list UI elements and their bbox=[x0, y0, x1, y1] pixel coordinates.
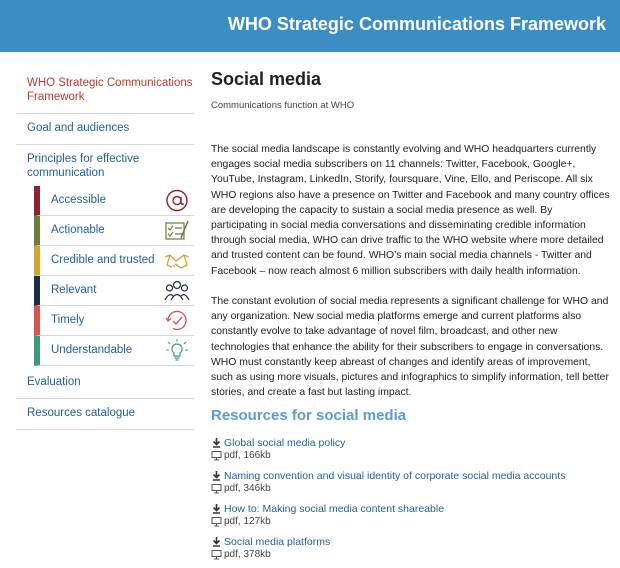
main-content bbox=[211, 68, 611, 560]
list-item bbox=[211, 469, 611, 494]
resource-link[interactable]: Global social media policy bbox=[224, 436, 346, 449]
handshake-icon bbox=[164, 248, 190, 273]
sidebar-item-goal-and-audiences[interactable]: Goal and audiences bbox=[16, 114, 194, 145]
resources-list bbox=[211, 436, 611, 568]
sidebar-item-label: Relevant bbox=[51, 284, 97, 296]
page-title: Social media bbox=[211, 69, 322, 89]
people-group-icon bbox=[164, 278, 190, 303]
sidebar-item-label: Credible and trusted bbox=[51, 254, 155, 266]
checklist-icon bbox=[164, 218, 190, 243]
body-paragraph: The constant evolution of social media represents a significant challenge for WHO and any organization. New social media platforms emerge and current platforms also constantly evolve to take advantage of novel film, broadcast, and other new technologies that enhance the ability for their subscribers to engage in conversations. WHO must constantly keep abreast of changes and identify areas of improvement, such as using more visuals, pictures and infographics to simplify information, tell better stories, and create a fast but lasting impact. bbox=[211, 296, 609, 399]
sidebar-item-evaluation[interactable]: Evaluation bbox=[16, 366, 194, 399]
page-subtitle: Communications function at WHO bbox=[211, 100, 355, 111]
at-sign-icon bbox=[164, 188, 190, 213]
sidebar-item-label: Understandable bbox=[51, 344, 133, 356]
sidebar-item-label: Timely bbox=[51, 314, 85, 326]
monitor-icon bbox=[211, 483, 222, 494]
file-info: pdf, 346kb bbox=[224, 482, 271, 494]
monitor-icon bbox=[211, 516, 222, 527]
resource-link[interactable]: Naming convention and visual identity of corporate social media accounts bbox=[224, 469, 566, 482]
sidebar-item-framework[interactable]: WHO Strategic Communications Framework bbox=[16, 70, 194, 114]
list-item bbox=[211, 436, 611, 461]
clock-check-icon bbox=[164, 308, 190, 333]
sidebar-item-label: Accessible bbox=[51, 194, 106, 206]
sidebar-nav bbox=[16, 70, 194, 430]
resources-heading: Resources for social media bbox=[211, 407, 407, 424]
download-arrow-icon bbox=[211, 470, 222, 481]
resource-link[interactable]: How to: Making social media content shareable bbox=[224, 502, 445, 515]
list-item bbox=[211, 535, 611, 560]
sidebar-item-relevant[interactable] bbox=[34, 276, 194, 306]
lightbulb-icon bbox=[164, 338, 190, 363]
sidebar-item-accessible[interactable] bbox=[34, 186, 194, 216]
sidebar-item-timely[interactable] bbox=[34, 306, 194, 336]
file-info: pdf, 127kb bbox=[224, 515, 271, 527]
sidebar-item-principles[interactable]: Principles for effective communication bbox=[27, 153, 140, 179]
file-info: pdf, 166kb bbox=[224, 449, 271, 461]
site-title: WHO Strategic Communications Framework bbox=[227, 14, 606, 34]
sidebar-item-label: Actionable bbox=[51, 224, 105, 236]
monitor-icon bbox=[211, 450, 222, 461]
sidebar-item-credible-and-trusted[interactable] bbox=[34, 246, 194, 276]
sidebar-item-actionable[interactable] bbox=[34, 216, 194, 246]
resource-link[interactable]: Social media platforms bbox=[224, 535, 331, 548]
body-paragraph: The social media landscape is constantly evolving and WHO headquarters currently engages social media subscribers on 11 channels: Twitter, Facebook, Google+, YouTube, Instagram, LinkedIn, Storify, foursquare, Vine, Ello, and Periscope. All six WHO regions also have a presence on Twitter and Facebook and many country offices are developing the capacity to sustain a social media presence as well. By participating in social media conversations and disseminating credible information through social media, WHO can drive traffic to the WHO website where more detailed and trusted content can be found. WHO’s main social media channels - Twitter and Facebook – now reach almost 6 million subscribers with daily health information. bbox=[211, 144, 610, 277]
sidebar-item-resources-catalogue[interactable]: Resources catalogue bbox=[16, 399, 194, 430]
list-item bbox=[211, 502, 611, 527]
download-arrow-icon bbox=[211, 536, 222, 547]
file-info: pdf, 378kb bbox=[224, 548, 271, 560]
download-arrow-icon bbox=[211, 437, 222, 448]
site-header bbox=[0, 0, 620, 52]
download-arrow-icon bbox=[211, 503, 222, 514]
principles-sublist bbox=[34, 186, 194, 366]
sidebar-item-understandable[interactable] bbox=[34, 336, 194, 366]
